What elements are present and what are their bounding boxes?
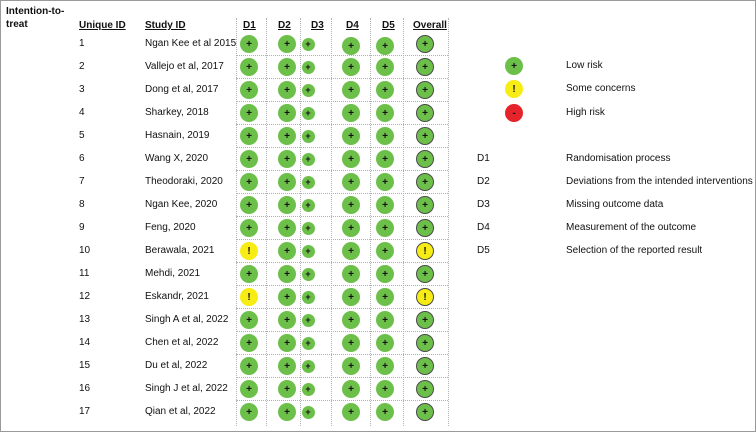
row-unique-id: 5	[79, 130, 85, 141]
judgement-d1: +	[240, 81, 258, 99]
row-unique-id: 11	[79, 268, 90, 279]
judgement-d4: +	[342, 288, 360, 306]
judgement-d3: +	[302, 291, 315, 304]
legend-label: Low risk	[566, 60, 603, 71]
judgement-d1: +	[240, 380, 258, 398]
judgement-d2: +	[278, 104, 296, 122]
judgement-d1: +	[240, 173, 258, 191]
judgement-d1: +	[240, 150, 258, 168]
domain-label: Missing outcome data	[566, 199, 664, 210]
grid-divider	[370, 18, 371, 426]
header-unique-id: Unique ID	[79, 20, 126, 31]
domain-code: D4	[477, 222, 490, 233]
header-d4: D4	[346, 20, 359, 31]
judgement-d5: +	[376, 104, 394, 122]
row-unique-id: 8	[79, 199, 85, 210]
judgement-d4: +	[342, 127, 360, 145]
domain-label: Measurement of the outcome	[566, 222, 697, 233]
judgement-d4: +	[342, 242, 360, 260]
judgement-d4: +	[342, 219, 360, 237]
header-d5: D5	[382, 20, 395, 31]
judgement-d5: +	[376, 311, 394, 329]
judgement-d4: +	[342, 173, 360, 191]
domain-label: Selection of the reported result	[566, 245, 703, 256]
grid-divider	[300, 18, 301, 426]
row-unique-id: 12	[79, 291, 91, 302]
judgement-d2: +	[278, 334, 296, 352]
judgement-d5: +	[376, 150, 394, 168]
row-separator	[236, 193, 448, 194]
row-study-id: Ngan Kee, 2020	[145, 199, 218, 210]
judgement-d3: +	[302, 383, 315, 396]
legend-label: High risk	[566, 107, 605, 118]
row-unique-id: 6	[79, 153, 85, 164]
judgement-d4: +	[342, 58, 360, 76]
domain-code: D5	[477, 245, 490, 256]
row-study-id: Ngan Kee et al 2015	[145, 38, 237, 49]
judgement-d4: +	[342, 81, 360, 99]
judgement-d3: +	[302, 314, 315, 327]
judgement-d2: +	[278, 127, 296, 145]
judgement-overall: +	[416, 127, 434, 145]
row-separator	[236, 400, 448, 401]
judgement-d5: +	[376, 37, 394, 55]
row-unique-id: 17	[79, 406, 91, 417]
judgement-d1: +	[240, 311, 258, 329]
row-unique-id: 15	[79, 360, 91, 371]
judgement-d3: +	[302, 222, 315, 235]
domain-code: D2	[477, 176, 490, 187]
judgement-d3: +	[302, 360, 315, 373]
row-unique-id: 16	[79, 383, 91, 394]
row-study-id: Eskandr, 2021	[145, 291, 209, 302]
judgement-d4: +	[342, 380, 360, 398]
judgement-d1: +	[240, 265, 258, 283]
judgement-overall: +	[416, 403, 434, 421]
row-separator	[236, 377, 448, 378]
judgement-overall: +	[416, 265, 434, 283]
row-unique-id: 10	[79, 245, 91, 256]
judgement-d1: !	[240, 288, 258, 306]
grid-divider	[266, 18, 267, 426]
row-study-id: Wang X, 2020	[145, 153, 209, 164]
judgement-d4: +	[342, 357, 360, 375]
judgement-d5: +	[376, 357, 394, 375]
judgement-d1: +	[240, 357, 258, 375]
judgement-d2: +	[278, 242, 296, 260]
row-separator	[236, 55, 448, 56]
judgement-d1: !	[240, 242, 258, 260]
judgement-d5: +	[376, 81, 394, 99]
judgement-d2: +	[278, 380, 296, 398]
judgement-overall: !	[416, 288, 434, 306]
judgement-d3: +	[302, 130, 315, 143]
judgement-d2: +	[278, 219, 296, 237]
judgement-overall: +	[416, 334, 434, 352]
judgement-d3: +	[302, 176, 315, 189]
legend-symbol: !	[505, 80, 523, 98]
domain-label: Deviations from the intended interventions	[566, 176, 753, 187]
header-d1: D1	[243, 20, 256, 31]
judgement-d4: +	[342, 403, 360, 421]
row-unique-id: 7	[79, 176, 85, 187]
judgement-d2: +	[278, 81, 296, 99]
row-separator	[236, 124, 448, 125]
judgement-d3: +	[302, 245, 315, 258]
judgement-d1: +	[240, 58, 258, 76]
analysis-label: Intention-to-treat	[6, 6, 65, 30]
judgement-d2: +	[278, 173, 296, 191]
row-study-id: Qian et al, 2022	[145, 406, 216, 417]
judgement-d5: +	[376, 288, 394, 306]
header-overall: Overall	[413, 20, 447, 31]
row-study-id: Feng, 2020	[145, 222, 196, 233]
legend-symbol: +	[505, 57, 523, 75]
judgement-d3: +	[302, 153, 315, 166]
judgement-d3: +	[302, 61, 315, 74]
row-unique-id: 9	[79, 222, 85, 233]
row-separator	[236, 239, 448, 240]
judgement-d1: +	[240, 35, 258, 53]
row-separator	[236, 308, 448, 309]
judgement-d4: +	[342, 265, 360, 283]
judgement-overall: +	[416, 196, 434, 214]
judgement-d5: +	[376, 173, 394, 191]
row-study-id: Sharkey, 2018	[145, 107, 209, 118]
judgement-overall: +	[416, 35, 434, 53]
row-separator	[236, 331, 448, 332]
judgement-d4: +	[342, 334, 360, 352]
judgement-d5: +	[376, 196, 394, 214]
row-study-id: Singh A et al, 2022	[145, 314, 229, 325]
judgement-d1: +	[240, 104, 258, 122]
row-separator	[236, 170, 448, 171]
grid-divider	[448, 18, 449, 426]
judgement-overall: +	[416, 150, 434, 168]
row-study-id: Mehdi, 2021	[145, 268, 201, 279]
grid-divider	[331, 18, 332, 426]
row-separator	[236, 78, 448, 79]
judgement-d2: +	[278, 403, 296, 421]
judgement-d5: +	[376, 127, 394, 145]
judgement-d1: +	[240, 219, 258, 237]
legend-label: Some concerns	[566, 83, 636, 94]
judgement-overall: +	[416, 58, 434, 76]
judgement-d3: +	[302, 107, 315, 120]
grid-divider	[403, 18, 404, 426]
header-d2: D2	[278, 20, 291, 31]
judgement-d2: +	[278, 196, 296, 214]
judgement-d5: +	[376, 265, 394, 283]
judgement-overall: +	[416, 380, 434, 398]
row-unique-id: 3	[79, 84, 85, 95]
judgement-d2: +	[278, 311, 296, 329]
row-separator	[236, 262, 448, 263]
header-d3: D3	[311, 20, 324, 31]
judgement-d1: +	[240, 403, 258, 421]
judgement-overall: +	[416, 311, 434, 329]
row-unique-id: 14	[79, 337, 91, 348]
judgement-d3: +	[302, 337, 315, 350]
judgement-d5: +	[376, 58, 394, 76]
judgement-d4: +	[342, 104, 360, 122]
judgement-d1: +	[240, 127, 258, 145]
judgement-d3: +	[302, 268, 315, 281]
judgement-d2: +	[278, 150, 296, 168]
judgement-d2: +	[278, 35, 296, 53]
row-study-id: Theodoraki, 2020	[145, 176, 223, 187]
judgement-d2: +	[278, 265, 296, 283]
judgement-d5: +	[376, 380, 394, 398]
domain-label: Randomisation process	[566, 153, 671, 164]
judgement-d5: +	[376, 219, 394, 237]
judgement-d4: +	[342, 150, 360, 168]
judgement-d3: +	[302, 199, 315, 212]
row-separator	[236, 101, 448, 102]
header-study-id: Study ID	[145, 20, 186, 31]
row-study-id: Du et al, 2022	[145, 360, 208, 371]
judgement-d4: +	[342, 311, 360, 329]
judgement-d2: +	[278, 288, 296, 306]
judgement-overall: +	[416, 357, 434, 375]
row-study-id: Berawala, 2021	[145, 245, 215, 256]
judgement-d3: +	[302, 38, 315, 51]
judgement-d4: +	[342, 37, 360, 55]
row-study-id: Singh J et al, 2022	[145, 383, 228, 394]
row-separator	[236, 285, 448, 286]
row-separator	[236, 147, 448, 148]
judgement-d2: +	[278, 58, 296, 76]
judgement-d4: +	[342, 196, 360, 214]
judgement-d5: +	[376, 242, 394, 260]
judgement-d2: +	[278, 357, 296, 375]
row-unique-id: 1	[79, 38, 85, 49]
judgement-d1: +	[240, 196, 258, 214]
judgement-overall: +	[416, 104, 434, 122]
row-separator	[236, 216, 448, 217]
row-study-id: Vallejo et al, 2017	[145, 61, 224, 72]
row-study-id: Chen et al, 2022	[145, 337, 219, 348]
judgement-d5: +	[376, 334, 394, 352]
row-study-id: Hasnain, 2019	[145, 130, 210, 141]
judgement-d3: +	[302, 406, 315, 419]
grid-divider	[236, 18, 237, 426]
domain-code: D3	[477, 199, 490, 210]
judgement-overall: !	[416, 242, 434, 260]
judgement-d1: +	[240, 334, 258, 352]
judgement-d3: +	[302, 84, 315, 97]
row-unique-id: 2	[79, 61, 85, 72]
row-separator	[236, 354, 448, 355]
judgement-overall: +	[416, 219, 434, 237]
row-unique-id: 13	[79, 314, 91, 325]
legend-symbol: -	[505, 104, 523, 122]
row-study-id: Dong et al, 2017	[145, 84, 219, 95]
judgement-overall: +	[416, 81, 434, 99]
domain-code: D1	[477, 153, 490, 164]
judgement-d5: +	[376, 403, 394, 421]
row-unique-id: 4	[79, 107, 85, 118]
judgement-overall: +	[416, 173, 434, 191]
